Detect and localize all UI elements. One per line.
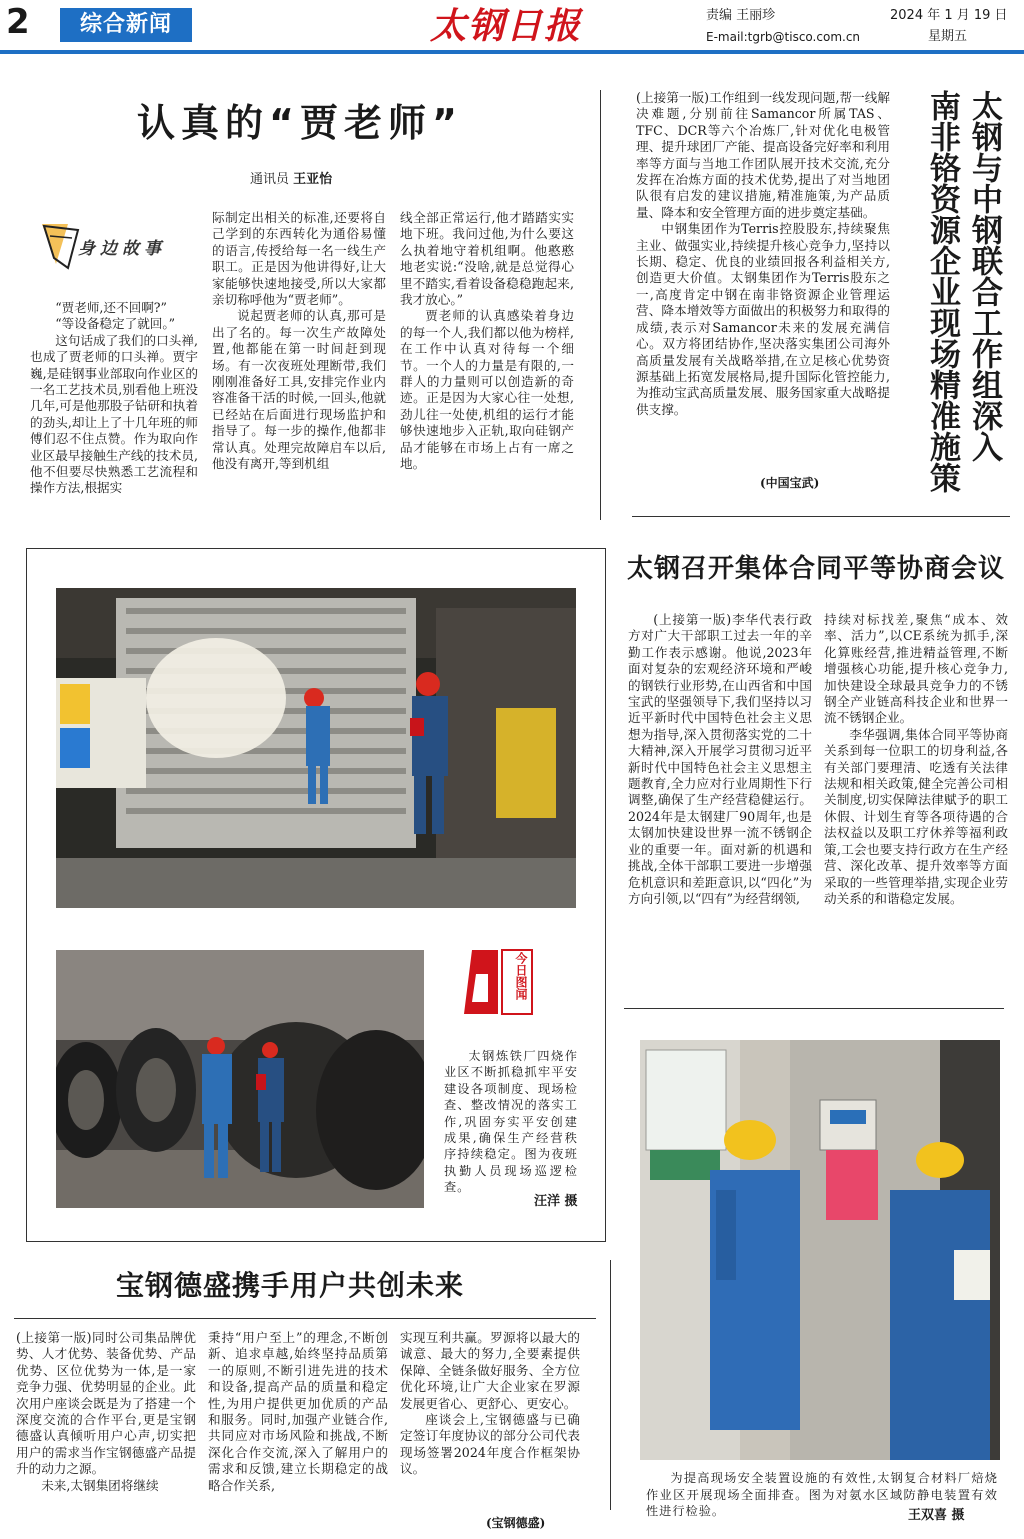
article3-column-1 (628, 612, 812, 907)
article2-credit: (中国宝武) (760, 476, 820, 490)
paragraph: 实现互利共赢。罗源将以最大的诚意、最大的努力,全要素提供保障、全链条做好服务、全方位优化环境,让广大企业家在罗源发展更省心、更舒心、更安心。 (400, 1330, 580, 1411)
article4-title: 宝钢德盛携手用户共创未来 (115, 1269, 464, 1302)
editor-line: 责编 王丽珍 (706, 8, 776, 23)
byline-name: 王亚怡 (293, 172, 333, 187)
article-divider (632, 516, 1010, 517)
article4-column-3 (400, 1330, 580, 1478)
photo-feature-badge (458, 944, 538, 1026)
article2-headline-line2: 南非铬资源企业现场精准施策 (924, 90, 960, 493)
article4-column-1 (16, 1330, 196, 1494)
column-divider (610, 1260, 611, 1510)
paragraph: (上接第一版)李华代表行政方对广大干部职工过去一年的辛勤工作表示感谢。他说,2023年面对复杂的宏观经济环境和严峻的钢铁行业形势,在山西省和中国宝武的坚强领导下,我们坚持以习近平新时代中国特色社会主义思想为指导,深入贯彻落实党的二十大精神,深入开展学习贯彻习近平新时代中国特色社会主义思想主题教育,全力应对行业周期性下行调整,确保了生产经营稳健运行。2024年是太钢建厂90周年,也是太钢加快建设世界一流不锈钢企业的重要一年。面对新的机遇和挑战,全体干部职工要进一步增强危机意识和差距意识,以“四化”为方向引领,以“四有”为经营纲领, (628, 612, 812, 906)
article-divider (14, 1318, 596, 1319)
photo3-caption: 为提高现场安全装置设施的有效性,太钢复合材料厂焙烧作业区开展现场全面排查。图为对氨水区域防静电装置有效性进行检验。 (646, 1471, 998, 1519)
coil-inspection-photo (56, 950, 424, 1208)
paragraph: (上接第一版)同时公司集品牌优势、人才优势、装备优势、产品优势、区位优势为一体,是一家竞争力强、优势明显的企业。此次用户座谈会既是为了搭建一个深度交流的合作平台,更是宝钢德盛认真倾听用户心声,切实把用户的需求当作宝钢德盛产品提升的动力之源。 (16, 1330, 196, 1477)
article3-title: 太钢召开集体合同平等协商会议 (626, 554, 1005, 584)
column-divider (600, 90, 601, 520)
paragraph: “贾老师,还不回啊?” (55, 300, 167, 315)
article1-column-3 (400, 210, 574, 473)
newspaper-logo: 太钢日报 (430, 5, 583, 47)
article4-credit: (宝钢德盛) (486, 1516, 546, 1530)
article4-column-2 (208, 1330, 388, 1494)
section-tag: 综合新闻 (60, 8, 192, 42)
paragraph: 座谈会上,宝钢德盛与已确定签订年度协议的部分公司代表现场签署2024年度合作框架协议。 (400, 1412, 580, 1477)
article2-body (636, 90, 890, 418)
paragraph: (上接第一版)工作组到一线发现问题,帮一线解决难题,分别前往Samancor所属TAS、TFC、DCR等六个冶炼厂,针对优化电极管理、提升球团厂产能、提高设备完好率和利用率等方面与当地工作团队展开技术交流,充分发挥在冶炼方面的技术优势,提出了对当地团队很有启发的建议措施,精准施策,为产品质量、降本和安全管理方面的进步奠定基础。 (636, 90, 890, 220)
email-line: E-mail:tgrb@tisco.com.cn (706, 30, 861, 44)
paragraph: 持续对标找差,聚焦“成本、效率、活力”,以CE系统为抓手,深化算账经营,推进精益管理,不断增强核心功能,提升核心竞争力,加快建设全球最具竞争力的不锈钢全产业链高科技企业和世界一流不锈钢企业。 (824, 612, 1008, 726)
paragraph: 贾老师的认真感染着身边的每一个人,我们都以他为榜样,在工作中认真对待每一个细节。一个人的力量是有限的,一群人的力量则可以创造新的奇迹。正是因为大家心往一处想,劲儿往一处使,机组的运行才能够快速地步入正轨,取向硅钢产品才能够在市场上占有一席之地。 (400, 308, 574, 472)
paragraph: 这句话成了我们的口头禅,也成了贾老师的口头禅。贾宇巍,是硅钢事业部取向作业区的一名工艺技术员,别看他上班没几年,可是他那股子钻研和执着的劲头,却让上了十几年班的师傅们忍不住点赞。作为取向作业区最早接触生产线的技术员,他不但要尽快熟悉工艺流程和操作方法,根据实 (30, 332, 198, 496)
safety-inspection-photo (640, 1040, 1000, 1460)
article3-column-2 (824, 612, 1008, 907)
paragraph: 未来,太钢集团将继续 (41, 1477, 159, 1493)
night-patrol-photo (56, 588, 576, 908)
article2-headline-line1: 太钢与中钢联合工作组深入 (966, 90, 1002, 462)
paragraph: 李华强调,集体合同平等协商关系到每一位职工的切身利益,各有关部门要理清、吃透有关法律法规和相关政策,健全完善公司相关制度,切实保障法律赋予的职工休假、计划生育等各项待遇的合法权益以及职工疗休养等福利政策,工会也要支持行政方在生产经营、深化改革、提升效率等方面采取的一些管理举措,实现企业劳动关系的和谐稳定发展。 (824, 726, 1008, 906)
photo3-author: 王双喜 摄 (908, 1508, 965, 1523)
paragraph: 线全部正常运行,他才踏踏实实地下班。我问过他,为什么要这么执着地守着机组啊。他憨憨地老实说:“没啥,就是总觉得心里不踏实,看着设备稳稳跑起来,我才放心。” (400, 210, 574, 308)
photo-feature-author: 汪洋 摄 (534, 1194, 578, 1209)
paragraph: 说起贾老师的认真,那可是出了名的。每一次生产故障处置,他都能在第一时间赶到现场。有一次夜班处理断带,我们刚刚准备好工具,安排完作业内容准备干活的时候,一回头,他就已经站在后面进行现场监护和指导了。每一步的操作,他都非常认真。处理完故障启车以后,他没有离开,等到机组 (212, 308, 386, 472)
article1-byline (250, 168, 332, 187)
article1-column-1 (30, 300, 198, 497)
paragraph: 秉持“用户至上”的理念,不断创新、追求卓越,始终坚持品质第一的原则,不断引进先进的技术和设备,提高产品的质量和稳定性,为用户提供更加优质的产品和服务。同时,加强产业链合作,共同应对市场风险和挑战,不断深化合作交流,深入了解用户的需求和反馈,建立长期稳定的战略合作关系, (208, 1330, 388, 1493)
page-number: 2 (6, 2, 30, 42)
article1-title: 认真的“贾老师” (137, 101, 463, 145)
issue-weekday: 星期五 (928, 29, 968, 44)
column-badge-label: 身边故事 (78, 239, 166, 259)
issue-date: 2024 年 1 月 19 日 (890, 8, 1008, 23)
paragraph: 际制定出相关的标准,还要将自己学到的东西转化为通俗易懂的语言,传授给每一名一线生产职工。正是因为他讲得好,让大家能够快速地接受,所以大家都亲切称呼他为“贾老师”。 (212, 210, 386, 308)
article1-column-2 (212, 210, 386, 473)
photo-feature-badge-label: 今日图闻 (514, 952, 528, 1000)
masthead-rule (0, 50, 1024, 54)
photo-feature-caption: 太钢炼铁厂四烧作业区不断抓稳抓牢平安建设各项制度、现场检查、整改情况的落实工作,巩固夯实平安创建成果,确保生产经营秩序持续稳定。图为夜班执勤人员现场巡逻检查。 (444, 1049, 578, 1195)
byline-prefix: 通讯员 (250, 172, 290, 187)
paragraph: “等设备稳定了就回。” (55, 316, 176, 332)
article-divider (624, 1008, 1004, 1009)
paragraph: 中钢集团作为Terris控股股东,持续聚焦主业、做强实业,持续提升核心竞争力,坚持以长期、稳定、优良的业绩回报各利益相关方,创造更大价值。太钢集团作为Terris股东之一,高度肯定中钢在南非铬资源企业管理运营、降本增效等方面做出的积极努力和取得的成绩,表示对Samancor未来的发展充满信心。双方将团结协作,坚决落实集团公司海外高质量发展有关战略举措,在立足核心优势资源基础上拓宽发展格局,提升国际化管控能力,为推动宝武高质量发展、服务国家重大战略提供支撑。 (636, 221, 890, 417)
